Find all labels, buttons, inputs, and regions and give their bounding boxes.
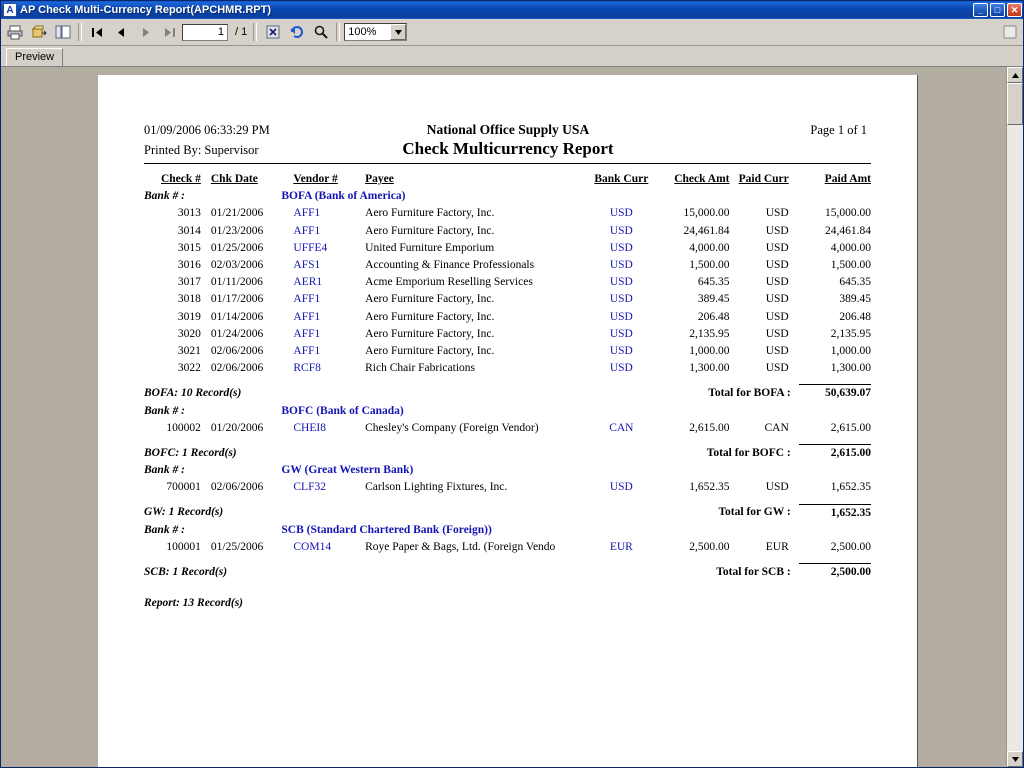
table-row <box>144 240 871 257</box>
cell-paid-curr: USD <box>765 327 789 340</box>
search-icon <box>313 24 329 40</box>
group-spacer <box>144 497 871 505</box>
cell-bank-curr: USD <box>609 293 633 306</box>
minimize-button[interactable]: _ <box>973 3 988 17</box>
report-table <box>144 171 871 613</box>
table-row <box>144 291 871 308</box>
cell-check-amt: 24,461.84 <box>683 224 730 237</box>
previous-page-button[interactable] <box>110 21 133 43</box>
cell-bank-curr: USD <box>609 345 633 358</box>
cell-date: 02/06/2006 <box>210 362 264 375</box>
cell-payee: Aero Furniture Factory, Inc. <box>365 224 495 237</box>
page-area <box>1 67 1006 767</box>
report-page <box>98 75 918 767</box>
window-title: AP Check Multi-Currency Report(APCHMR.RPT) <box>20 4 271 16</box>
export-button[interactable] <box>27 21 50 43</box>
cell-vendor[interactable]: UFFE4 <box>293 241 328 254</box>
cell-bank-curr: USD <box>609 276 633 289</box>
table-row <box>144 479 871 496</box>
cell-check-amt: 2,135.95 <box>689 327 730 340</box>
application-icon: A <box>3 3 17 17</box>
cell-check-amt: 4,000.00 <box>689 241 730 254</box>
cell-payee: Aero Furniture Factory, Inc. <box>365 207 495 220</box>
cell-paid-curr: USD <box>765 293 789 306</box>
cell-paid-curr: USD <box>765 362 789 375</box>
table-row <box>144 539 871 556</box>
cell-check: 3019 <box>177 310 201 323</box>
report-content <box>99 75 917 767</box>
cell-payee: Aero Furniture Factory, Inc. <box>365 345 495 358</box>
group-spacer <box>144 437 871 445</box>
cell-bank-curr: USD <box>609 241 633 254</box>
cell-payee: Rich Chair Fabrications <box>365 362 476 375</box>
group-total-label: Total for GW : <box>718 506 791 519</box>
cell-paid-curr: USD <box>765 207 789 220</box>
report-datetime: 01/09/2006 06:33:29 PM <box>144 123 270 137</box>
cell-date: 01/21/2006 <box>210 207 264 220</box>
cell-bank-curr: CAN <box>609 421 634 434</box>
cell-paid-curr: CAN <box>764 421 789 434</box>
cell-payee: Accounting & Finance Professionals <box>365 259 535 272</box>
cell-bank-curr: USD <box>609 207 633 220</box>
column-header-paid-amt: Paid Amt <box>824 173 871 185</box>
next-page-button[interactable] <box>134 21 157 43</box>
cell-vendor[interactable]: AER1 <box>293 276 323 289</box>
cell-check: 3020 <box>177 327 201 340</box>
group-record-count: BOFA: 10 Record(s) <box>144 386 242 399</box>
report-printed-by: Printed By: Supervisor <box>144 143 259 157</box>
print-button[interactable] <box>3 21 26 43</box>
scroll-up-button[interactable] <box>1007 67 1023 83</box>
cell-date: 02/06/2006 <box>210 481 264 494</box>
cell-vendor[interactable]: COM14 <box>293 541 332 554</box>
group-summary-row <box>144 504 871 522</box>
table-row <box>144 420 871 437</box>
column-header-check: Check # <box>160 173 201 185</box>
close-view-button[interactable] <box>261 21 284 43</box>
toolbar-separator-1 <box>78 23 82 41</box>
cell-vendor[interactable]: AFF1 <box>293 310 321 323</box>
cell-check: 3021 <box>177 345 201 358</box>
table-row <box>144 360 871 377</box>
cell-bank-curr: USD <box>609 362 633 375</box>
cell-bank-curr: USD <box>609 327 633 340</box>
cell-paid-amt: 1,300.00 <box>830 362 871 375</box>
previous-page-icon <box>115 27 128 38</box>
cell-paid-amt: 4,000.00 <box>830 241 871 254</box>
cell-payee: Acme Emporium Reselling Services <box>365 276 533 289</box>
toolbar-separator-3 <box>336 23 340 41</box>
window-controls <box>973 3 1022 17</box>
cell-date: 02/06/2006 <box>210 345 264 358</box>
scrollbar-thumb[interactable] <box>1007 83 1023 125</box>
page-number-input[interactable] <box>182 24 228 41</box>
cell-bank-curr: USD <box>609 481 633 494</box>
cell-date: 01/11/2006 <box>210 276 263 289</box>
cell-payee: Aero Furniture Factory, Inc. <box>365 327 495 340</box>
cell-check-amt: 389.45 <box>697 293 730 306</box>
cell-paid-amt: 15,000.00 <box>825 207 871 220</box>
cell-paid-curr: USD <box>765 259 789 272</box>
report-total-row <box>144 595 871 612</box>
table-row <box>144 343 871 360</box>
last-page-icon <box>163 27 176 38</box>
table-row <box>144 326 871 343</box>
refresh-icon <box>289 24 305 40</box>
chevron-down-icon[interactable] <box>390 24 406 40</box>
zoom-value: 100% <box>348 26 377 38</box>
cell-check-amt: 206.48 <box>697 310 730 323</box>
cell-check-amt: 645.35 <box>697 276 730 289</box>
vertical-scrollbar[interactable] <box>1006 67 1023 767</box>
close-button[interactable]: ✕ <box>1007 3 1022 17</box>
bank-group-header <box>144 462 871 479</box>
group-total-label: Total for BOFA : <box>708 386 791 399</box>
first-page-button[interactable] <box>86 21 109 43</box>
cell-vendor[interactable]: AFS1 <box>293 259 321 272</box>
table-row <box>144 274 871 291</box>
cell-check: 100001 <box>166 541 201 554</box>
report-viewer <box>1 67 1023 767</box>
report-page-label: Page 1 of 1 <box>810 123 867 137</box>
close-view-icon <box>265 24 281 40</box>
cell-check: 3016 <box>177 259 201 272</box>
column-header-vendor: Vendor # <box>293 173 338 185</box>
group-record-count: SCB: 1 Record(s) <box>144 565 228 578</box>
maximize-button[interactable]: □ <box>990 3 1005 17</box>
cell-paid-amt: 1,000.00 <box>830 345 871 358</box>
toolbar <box>1 19 1023 46</box>
group-record-count: GW: 1 Record(s) <box>144 506 224 519</box>
group-record-count: BOFC: 1 Record(s) <box>144 446 237 459</box>
cell-check-amt: 1,300.00 <box>689 362 730 375</box>
cell-check-amt: 1,652.35 <box>689 481 730 494</box>
cell-date: 01/25/2006 <box>210 241 264 254</box>
printer-icon <box>7 24 23 40</box>
cell-check: 3014 <box>177 224 201 237</box>
cell-check-amt: 1,500.00 <box>689 259 730 272</box>
cell-date: 02/03/2006 <box>210 259 264 272</box>
report-table-body <box>144 171 871 613</box>
help-button[interactable] <box>998 21 1021 43</box>
column-header-chk-date: Chk Date <box>210 173 258 185</box>
report-total-spacer-2 <box>144 588 871 595</box>
report-company: National Office Supply USA <box>426 122 590 137</box>
table-row <box>144 309 871 326</box>
cell-check: 100002 <box>166 421 201 434</box>
bank-name: SCB (Standard Chartered Bank (Foreign)) <box>281 523 492 536</box>
cell-payee: Chesley's Company (Foreign Vendor) <box>365 421 539 434</box>
column-header-check-amt: Check Amt <box>674 173 730 185</box>
group-total-value: 2,615.00 <box>799 445 871 463</box>
cell-paid-curr: USD <box>765 345 789 358</box>
refresh-button[interactable] <box>285 21 308 43</box>
cell-vendor[interactable]: RCF8 <box>293 362 321 375</box>
search-button[interactable] <box>309 21 332 43</box>
cell-bank-curr: USD <box>609 310 633 323</box>
table-row <box>144 257 871 274</box>
last-page-button[interactable] <box>158 21 181 43</box>
group-total-value: 50,639.07 <box>799 385 871 403</box>
cell-payee: Carlson Lighting Fixtures, Inc. <box>365 481 508 494</box>
cell-check: 3018 <box>177 293 201 306</box>
table-row <box>144 223 871 240</box>
bank-group-header <box>144 522 871 539</box>
cell-date: 01/25/2006 <box>210 541 264 554</box>
cell-check: 3022 <box>177 362 201 375</box>
cell-vendor[interactable]: AFF1 <box>293 293 321 306</box>
bank-label: Bank # : <box>144 404 185 417</box>
cell-bank-curr: EUR <box>609 541 633 554</box>
bank-name: BOFA (Bank of America) <box>281 190 406 203</box>
toolbar-right-group <box>998 21 1021 43</box>
group-spacer <box>144 556 871 564</box>
group-total-value: 1,652.35 <box>799 504 871 522</box>
cell-vendor[interactable]: AFF1 <box>293 345 321 358</box>
cell-paid-amt: 645.35 <box>839 276 871 289</box>
cell-vendor[interactable]: AFF1 <box>293 207 321 220</box>
cell-payee: Roye Paper & Bags, Ltd. (Foreign Vendo <box>365 541 556 554</box>
cell-payee: Aero Furniture Factory, Inc. <box>365 293 495 306</box>
cell-check-amt: 15,000.00 <box>683 207 730 220</box>
table-row <box>144 205 871 222</box>
cell-vendor[interactable]: CHEI8 <box>293 421 326 434</box>
cell-date: 01/24/2006 <box>210 327 264 340</box>
group-total-label: Total for BOFC : <box>706 446 791 459</box>
table-header-row <box>144 171 871 188</box>
cell-bank-curr: USD <box>609 224 633 237</box>
group-spacer <box>144 377 871 385</box>
cell-paid-amt: 2,135.95 <box>830 327 871 340</box>
cell-paid-curr: USD <box>765 224 789 237</box>
cell-check: 3013 <box>177 207 201 220</box>
bank-label: Bank # : <box>144 464 185 477</box>
group-summary-row <box>144 385 871 403</box>
cell-vendor[interactable]: CLF32 <box>293 481 326 494</box>
zoom-select[interactable] <box>344 23 407 41</box>
cell-paid-amt: 1,500.00 <box>830 259 871 272</box>
bank-group-header <box>144 403 871 420</box>
cell-date: 01/23/2006 <box>210 224 264 237</box>
cell-check: 3015 <box>177 241 201 254</box>
group-total-label: Total for SCB : <box>716 565 791 578</box>
cell-date: 01/20/2006 <box>210 421 264 434</box>
cell-paid-curr: USD <box>765 481 789 494</box>
cell-check-amt: 2,500.00 <box>689 541 730 554</box>
bank-label: Bank # : <box>144 523 185 536</box>
column-header-payee: Payee <box>365 173 394 185</box>
group-summary-row <box>144 445 871 463</box>
title-bar <box>1 1 1023 19</box>
cell-date: 01/14/2006 <box>210 310 264 323</box>
toggle-group-tree-icon <box>55 24 71 40</box>
cell-bank-curr: USD <box>609 259 633 272</box>
cell-paid-curr: EUR <box>765 541 789 554</box>
cell-check: 700001 <box>166 481 201 494</box>
cell-paid-amt: 206.48 <box>839 310 871 323</box>
header-divider <box>144 163 871 164</box>
cell-payee: Aero Furniture Factory, Inc. <box>365 310 495 323</box>
tab-strip <box>1 46 1023 67</box>
column-header-bank-curr: Bank Curr <box>594 173 649 185</box>
bank-group-header <box>144 188 871 205</box>
cell-check-amt: 1,000.00 <box>689 345 730 358</box>
cell-paid-amt: 24,461.84 <box>825 224 871 237</box>
toolbar-separator-2 <box>253 23 257 41</box>
scroll-down-button[interactable] <box>1007 751 1023 767</box>
bank-name: GW (Great Western Bank) <box>281 464 414 477</box>
bank-name: BOFC (Bank of Canada) <box>281 404 404 417</box>
bank-label: Bank # : <box>144 190 185 203</box>
scrollbar-track[interactable] <box>1007 125 1023 751</box>
next-page-icon <box>139 27 152 38</box>
column-header-paid-curr: Paid Curr <box>738 173 789 185</box>
report-title: Check Multicurrency Report <box>402 139 614 158</box>
cell-paid-curr: USD <box>765 310 789 323</box>
report-total-label: Report: 13 Record(s) <box>144 597 244 610</box>
group-total-value: 2,500.00 <box>799 564 871 582</box>
cell-paid-amt: 2,615.00 <box>830 421 871 434</box>
cell-date: 01/17/2006 <box>210 293 264 306</box>
cell-paid-amt: 2,500.00 <box>830 541 871 554</box>
cell-paid-curr: USD <box>765 241 789 254</box>
page-total-label: / 1 <box>235 26 248 38</box>
cell-paid-amt: 389.45 <box>839 293 871 306</box>
cell-check-amt: 2,615.00 <box>689 421 730 434</box>
cell-paid-curr: USD <box>765 276 789 289</box>
cell-check: 3017 <box>177 276 201 289</box>
first-page-icon <box>91 27 104 38</box>
group-summary-row <box>144 564 871 582</box>
cell-paid-amt: 1,652.35 <box>830 481 871 494</box>
cell-vendor[interactable]: AFF1 <box>293 327 321 340</box>
export-icon <box>31 24 47 40</box>
report-total-spacer <box>144 581 871 588</box>
cell-vendor[interactable]: AFF1 <box>293 224 321 237</box>
tab-preview[interactable]: Preview <box>6 48 63 66</box>
help-icon <box>1002 24 1018 40</box>
cell-payee: United Furniture Emporium <box>365 241 495 254</box>
toggle-group-tree-button[interactable] <box>51 21 74 43</box>
